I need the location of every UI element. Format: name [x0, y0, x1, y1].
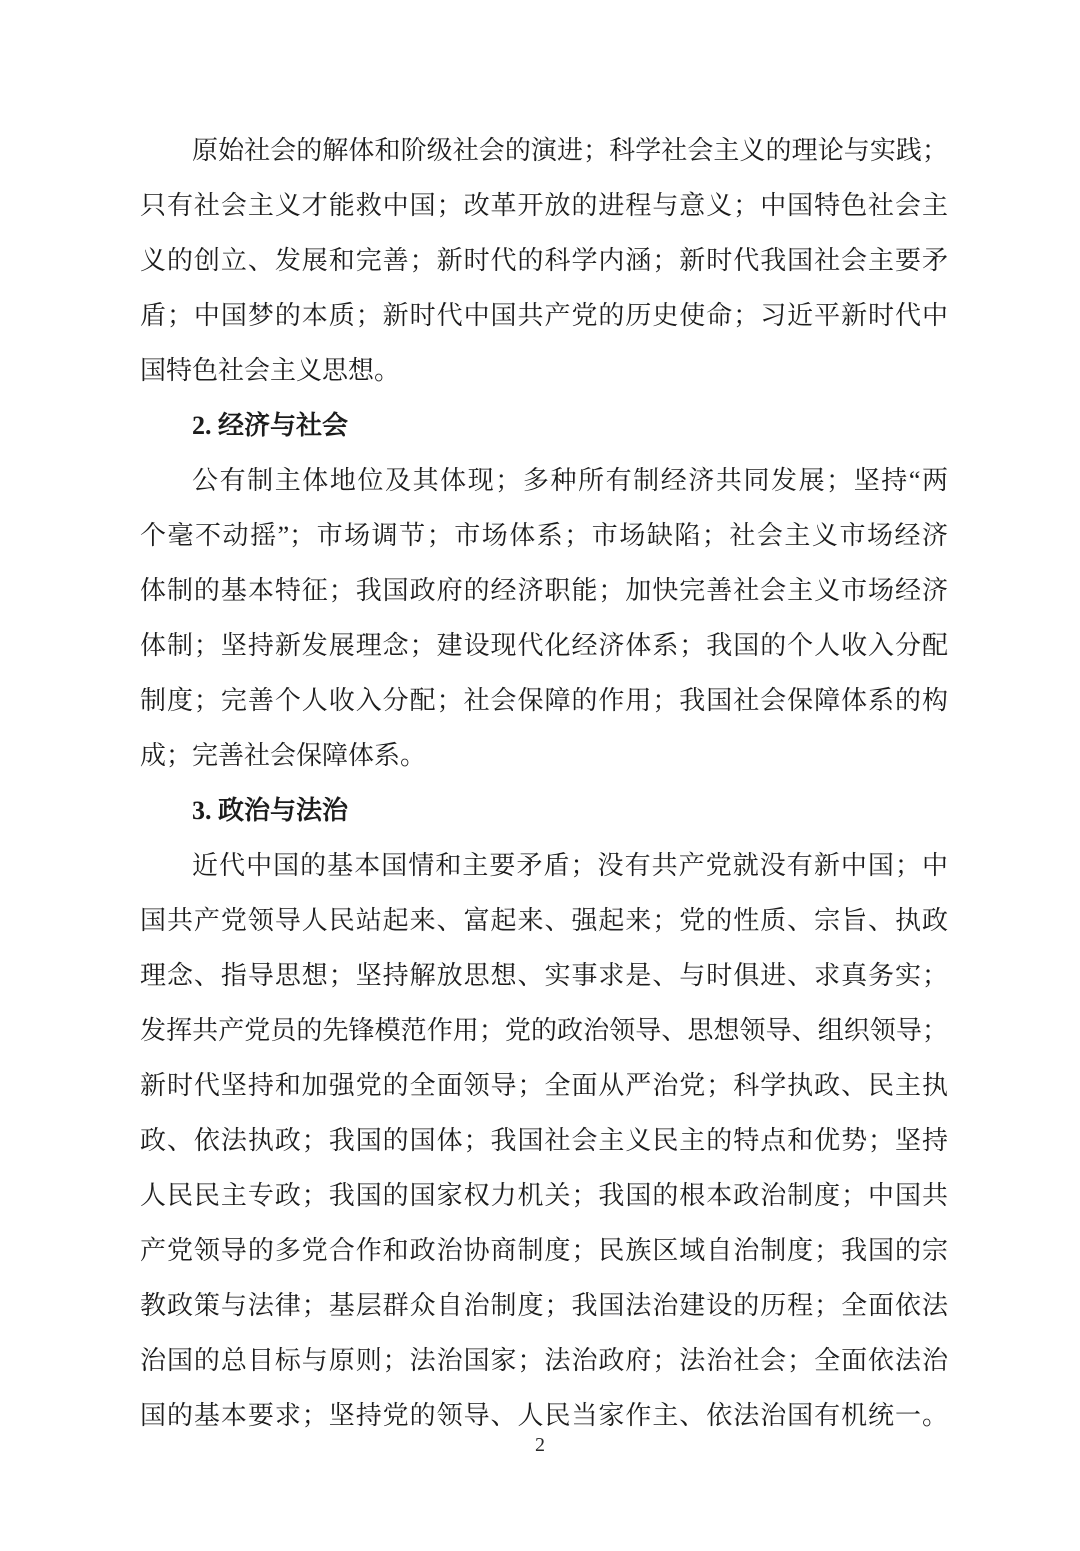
- text-line: 公有制主体地位及其体现；多种所有制经济共同发展；坚持“两: [192, 466, 948, 495]
- text-line: 治国的总目标与原则；法治国家；法治政府；法治社会；全面依法治: [140, 1346, 948, 1375]
- text-line: 人民民主专政；我国的国家权力机关；我国的根本政治制度；中国共: [140, 1181, 948, 1210]
- document-content: [140, 123, 948, 1443]
- text-line: 新时代坚持和加强党的全面领导；全面从严治党；科学执政、民主执: [140, 1071, 948, 1100]
- text-line: 国的基本要求；坚持党的领导、人民当家作主、依法治国有机统一。: [140, 1401, 948, 1430]
- section-2-economy-society: 2. 经济与社会: [192, 411, 349, 440]
- text-line: 理念、指导思想；坚持解放思想、实事求是、与时俱进、求真务实；: [140, 961, 948, 990]
- page-number: 2: [535, 1434, 545, 1456]
- text-line: 政、依法执政；我国的国体；我国社会主义民主的特点和优势；坚持: [140, 1126, 948, 1155]
- text-line: 义的创立、发展和完善；新时代的科学内涵；新时代我国社会主要矛: [140, 246, 948, 275]
- text-line: 发挥共产党员的先锋模范作用；党的政治领导、思想领导、组织领导；: [140, 1016, 948, 1045]
- text-line: 国特色社会主义思想。: [140, 356, 401, 385]
- text-line: 教政策与法律；基层群众自治制度；我国法治建设的历程；全面依法: [140, 1291, 948, 1320]
- text-line: 近代中国的基本国情和主要矛盾；没有共产党就没有新中国；中: [192, 851, 948, 880]
- section-3-politics-rule-of-law: 3. 政治与法治: [192, 796, 349, 825]
- text-line: 体制的基本特征；我国政府的经济职能；加快完善社会主义市场经济: [140, 576, 948, 605]
- text-line: 盾；中国梦的本质；新时代中国共产党的历史使命；习近平新时代中: [140, 301, 948, 330]
- text-line: 原始社会的解体和阶级社会的演进；科学社会主义的理论与实践；: [192, 136, 948, 165]
- text-line: 成；完善社会保障体系。: [140, 741, 427, 770]
- text-line: 国共产党领导人民站起来、富起来、强起来；党的性质、宗旨、执政: [140, 906, 948, 935]
- text-line: 制度；完善个人收入分配；社会保障的作用；我国社会保障体系的构: [140, 686, 948, 715]
- text-line: 只有社会主义才能救中国；改革开放的进程与意义；中国特色社会主: [140, 191, 948, 220]
- text-line: 产党领导的多党合作和政治协商制度；民族区域自治制度；我国的宗: [140, 1236, 948, 1265]
- text-line: 个毫不动摇”；市场调节；市场体系；市场缺陷；社会主义市场经济: [140, 521, 948, 550]
- text-line: 体制；坚持新发展理念；建设现代化经济体系；我国的个人收入分配: [140, 631, 948, 660]
